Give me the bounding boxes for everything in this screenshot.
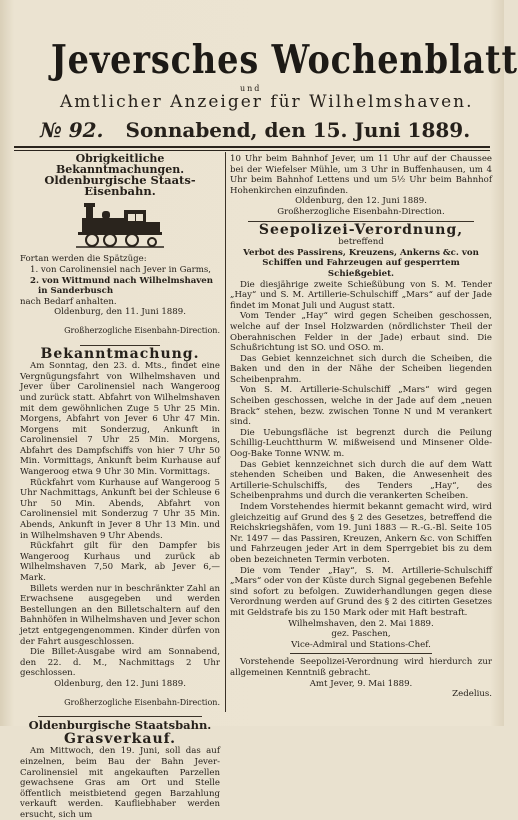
column-separator: [225, 152, 226, 712]
notice-paragraph: Rückfahrt gilt für den Dampfer bis Wangeroog Kurhaus und zurück ab Wilhelmshaven 7,50 Mark, ab Jever 6,— Mark.: [20, 541, 220, 583]
police-paragraph: Die Uebungsfläche ist begrenzt durch die Peilung Schillig-Leuchtthurm W. mißweisend und Minsener Olde-Oog-Bake Tonne WNW. m.: [230, 427, 492, 460]
grass-paragraph: Am Mittwoch, den 19. Juni, soll das auf einzelnen, beim Bau der Bahn Jever-Carolinensiel mit angekauften Parzellen gewachsene Gras am Ort und Stelle öffentlich meistbietend gegen Barzahlung verkauft werden. Kaufliebhaber werden ersucht, sich um: [20, 746, 220, 820]
issue-date: Sonnabend, den 15. Juni 1889.: [125, 118, 471, 142]
police-paragraph: Die vom Tender „Hay“, S. M. Artillerie-Schulschiff „Mars“ oder von der Küste durch Signal gegebenen Befehle sind sofort zu befolgen. Zuwiderhandlungen gegen diese Verordnung werden auf Grund des § 2 des citirten Gesetzes mit Geldstrafe bis zu 150 Mark oder mit Haft bestraft.: [230, 565, 492, 618]
police-paragraph: Die diesjährige zweite Schießübung von S. M. Tender „Hay“ und S. M. Artillerie-Schulschiff „Mars“ auf der Jade findet im Monat Juli und August statt.: [230, 279, 492, 311]
police-paragraph: Das Gebiet kennzeichnet sich durch die Scheiben, die Baken und den in der Nähe der Scheiben liegenden Scheibenprahm.: [230, 353, 492, 385]
bekanntmachung-heading: Bekanntmachung.: [40, 345, 200, 362]
issue-number: № 92.: [40, 118, 104, 142]
masthead-rule-thin: [14, 150, 490, 151]
police-paragraph: Indem Vorstehendes hiermit bekannt gemacht wird, wird gleichzeitig auf Grund des § 2 des Gesetzes, betreffend die Reichskriegshäfen, vom 19. Juni 1883 — R.-G.-Bl. Seite 105 Nr. 1497 — das Passiren, Kreuzen, Ankern &c. von Schiffen und Fahrzeugen jeder Art in dem Sperrgebiet bis zu dem oben bezeichneten Termin verboten.: [230, 502, 492, 565]
police-paragraph: Vom Tender „Hay“ wird gegen Scheiben geschossen, welche auf der Insel Holzwarden (nördlichster Theil der Oberahnischen Felder in der Jade) erbaut sind. Die Schußrichtung ist SO. und OSO. m.: [230, 311, 492, 354]
police-place-date: Wilhelmshaven, den 2. Mai 1889.: [288, 618, 434, 629]
closing-paragraph: Vorstehende Seepolizei-Verordnung wird hierdurch zur allgemeinen Kenntniß gebracht.: [230, 657, 492, 678]
masthead-title: Jeversches Wochenblatt: [50, 37, 518, 83]
right-column: [230, 154, 492, 714]
official-heading: Obrigkeitliche Bekanntmachungen.: [55, 152, 185, 176]
closing-date: Amt Jever, 9. Mai 1889.: [309, 678, 413, 689]
railway-heading: Oldenburgische Staats-Eisenbahn.: [44, 173, 196, 198]
police-paragraph: Das Gebiet kennzeichnet sich durch die auf dem Watt stehenden Scheiben und Baken, die Anwesenheit des Artillerie-Schulschiffs, des Tenders „Hay“, des Scheibenprahms und durch die verankerten Scheiben.: [230, 459, 492, 502]
issue-line: [40, 118, 480, 142]
divider: [290, 653, 432, 654]
notice-signature: Großherzogliche Eisenbahn-Direction.: [64, 697, 220, 707]
police-signed: gez. Paschen,: [331, 629, 391, 640]
grasverkauf-heading: Grasverkauf.: [63, 730, 177, 747]
masthead-subtitle: Amtlicher Anzeiger für Wilhelmshaven.: [60, 92, 474, 112]
notice-date: Oldenburg, den 12. Juni 1889.: [54, 678, 186, 689]
locomotive-icon: [76, 200, 164, 250]
divider: [38, 716, 202, 717]
police-signed-title: Vice-Admiral und Stations-Chef.: [291, 639, 431, 650]
notice-signature: Großherzogliche Eisenbahn-Direction.: [277, 206, 445, 217]
masthead-und: und: [240, 84, 262, 93]
police-sub: betreffend: [338, 237, 384, 248]
trains-list: [20, 265, 220, 297]
railway-heading-2: Oldenburgische Staatsbahn.: [28, 718, 212, 733]
notice-date: Oldenburg, den 11. Juni 1889.: [54, 307, 186, 318]
police-subject: Verbot des Passirens, Kreuzens, Ankerns &c. von Schiffen und Fahrzeugen auf gesperrtem Schießgebiet.: [243, 247, 479, 279]
masthead-rule: [14, 146, 490, 148]
notice-paragraph: Am Sonntag, den 23. d. Mts., findet eine Vergnügungsfahrt von Wilhelmshaven und Jever über Carolinensiel nach Wangeroog und zurück statt. Abfahrt von Wilhelmshaven mit dem gewöhnlichen Zuge 5 Uhr 25 Min. Morgens, Abfahrt von Jever 6 Uhr 47 Min. Morgens mit Sonderzug, Ankunft in Carolinensiel 7 Uhr 25 Min. Morgens, Abfahrt des Dampfschiffs von hier 7 Uhr 50 Min. Vormittags, Ankunft beim Kurhause auf Wangeroog etwa 9 Uhr 30 Min. Vormittags.: [20, 361, 220, 478]
trains-outro: nach Bedarf anhalten.: [20, 296, 117, 307]
trains-item: 2. von Wittmund nach Wilhelmshaven in Sanderbusch: [30, 275, 213, 297]
police-paragraph: Von S. M. Artillerie-Schulschiff „Mars“ wird gegen Scheiben geschossen, welche in der Jade auf dem „neuen Brack“ stehen, bezw. zwischen Tonne N und M verankert sind.: [230, 385, 492, 428]
notice-paragraph: Die Billet-Ausgabe wird am Sonnabend, den 22. d. M., Nachmittags 2 Uhr geschlossen.: [20, 647, 220, 679]
trains-intro: Fortan werden die Spätzüge:: [20, 254, 147, 265]
left-column: [20, 152, 220, 820]
notice-paragraph: Rückfahrt vom Kurhause auf Wangeroog 5 Uhr Nachmittags, Ankunft bei der Schleuse 6 Uhr 50 Min. Abends, Abfahrt von Carolinensiel mit Sonderzug 7 Uhr 35 Min. Abends, Ankunft in Jever 8 Uhr 13 Min. und in Wilhelmshaven 9 Uhr Abends.: [20, 477, 220, 541]
trains-item: 1. von Carolinensiel nach Jever in Garms,: [30, 264, 212, 275]
closing-signature: Zedelius.: [452, 689, 492, 700]
notice-signature: Großherzogliche Eisenbahn-Direction.: [64, 325, 220, 335]
continued-paragraph: 10 Uhr beim Bahnhof Jever, um 11 Uhr auf der Chaussee bei der Wiefelser Mühle, um 3 Uhr in Buffenhausen, um 4 Uhr beim Bahnhof Lettens und um 5½ Uhr beim Bahnhof Hohenkirchen einzufinden.: [230, 154, 492, 196]
notice-paragraph: Billets werden nur in beschränkter Zahl an Erwachsene ausgegeben und werden Bestellungen an den Billetschaltern auf den Bahnhöfen in Wilhelmshaven und Jever schon jetzt entgegengenommen. Kinder dürfen von der Fahrt ausgeschlossen.: [20, 583, 220, 647]
notice-date: Oldenburg, den 12. Juni 1889.: [295, 196, 427, 207]
police-heading: Seepolizei-Verordnung,: [258, 221, 464, 238]
